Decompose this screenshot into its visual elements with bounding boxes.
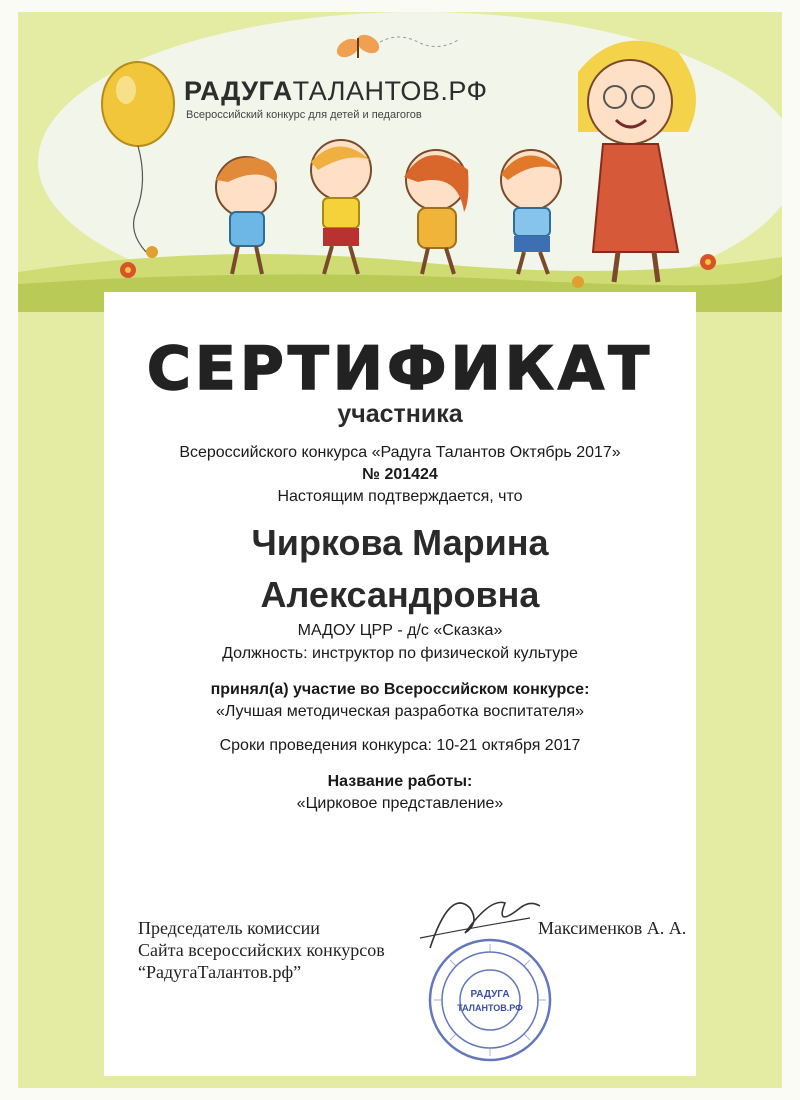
- work-title: «Цирковое представление»: [296, 795, 504, 812]
- recipient-name-line2: Александровна: [260, 574, 540, 615]
- certificate-title: СЕРТИФИКАТ: [146, 334, 654, 404]
- organization: МАДОУ ЦРР - д/с «Сказка»: [297, 622, 503, 639]
- contest-line: Всероссийского конкурса «Радуга Талантов Октябрь 2017»: [179, 444, 621, 461]
- stamp-line1: РАДУГА: [470, 989, 510, 1000]
- participation-text: принял(а) участие во Всероссийском конкурсе:: [210, 681, 590, 698]
- logo: [184, 76, 488, 121]
- logo-subtitle: Всероссийский конкурс для детей и педагогов: [186, 109, 422, 121]
- logo-title-light: ТАЛАНТОВ.РФ: [292, 76, 488, 106]
- certificate-subtitle: участника: [337, 400, 463, 428]
- contest-dates: Сроки проведения конкурса: 10-21 октября 2017: [219, 737, 581, 754]
- contest-name: «Лучшая методическая разработка воспитателя»: [215, 703, 585, 720]
- signature-line1: Председатель комиссии: [138, 918, 320, 938]
- certificate-number: № 201424: [362, 466, 438, 483]
- signature-block: [138, 917, 385, 983]
- signature-line2: Сайта всероссийских конкурсов: [138, 940, 385, 960]
- position: Должность: инструктор по физической культуре: [222, 645, 578, 662]
- work-label: Название работы:: [327, 773, 473, 790]
- signature-line3: “РадугаТалантов.рф”: [138, 962, 302, 982]
- logo-title: [184, 76, 488, 107]
- logo-title-bold: РАДУГА: [184, 76, 293, 106]
- recipient-name-line1: Чиркова Марина: [251, 522, 549, 563]
- signer-name: Максименков А. А.: [538, 918, 687, 938]
- official-stamp: [425, 935, 555, 1070]
- confirm-text: Настоящим подтверждается, что: [277, 488, 523, 505]
- stamp-line2: ТАЛАНТОВ.РФ: [457, 1003, 523, 1013]
- hero-illustration: [18, 12, 782, 312]
